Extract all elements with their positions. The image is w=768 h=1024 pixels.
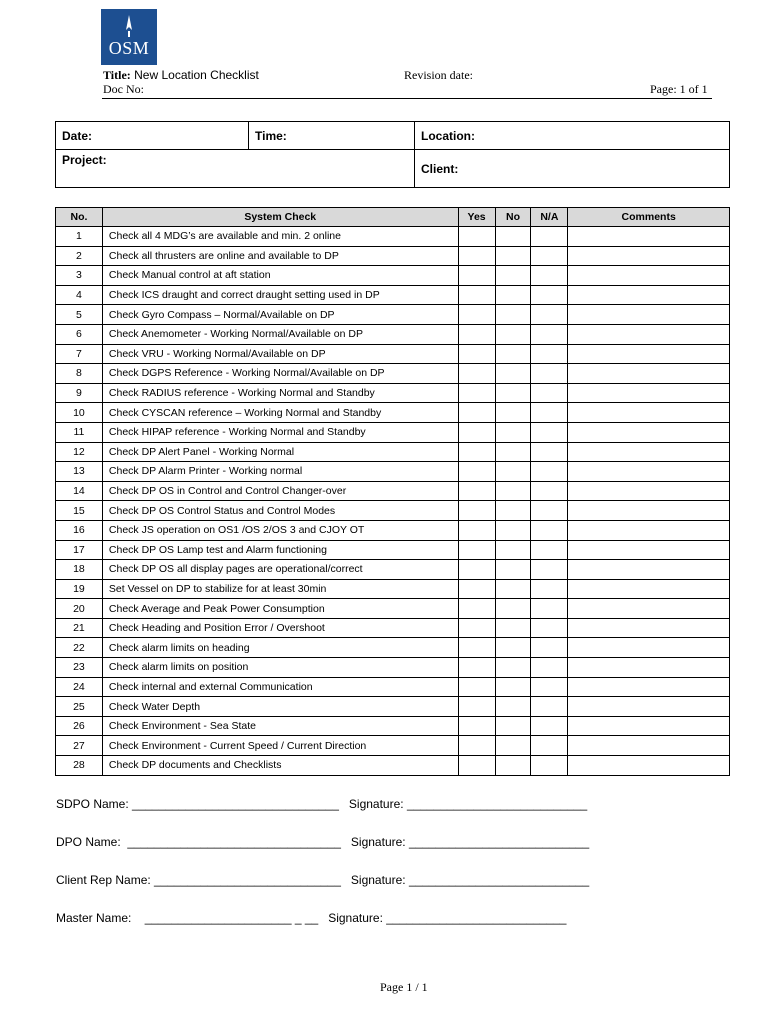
- comments-cell[interactable]: [568, 324, 730, 344]
- row-check-item: Check Water Depth: [102, 697, 458, 717]
- row-number: 20: [56, 599, 103, 619]
- row-check-item: Check Anemometer - Working Normal/Available on DP: [102, 324, 458, 344]
- no-cell[interactable]: [495, 599, 531, 619]
- no-cell[interactable]: [495, 227, 531, 247]
- table-row: [56, 520, 730, 540]
- table-row: [56, 560, 730, 580]
- location-label: Location:: [421, 128, 475, 143]
- row-check-item: Check VRU - Working Normal/Available on DP: [102, 344, 458, 364]
- client-field[interactable]: [415, 150, 730, 188]
- header-no: No.: [56, 208, 103, 227]
- table-row: [56, 501, 730, 521]
- info-table: [55, 121, 730, 188]
- table-row: [56, 442, 730, 462]
- yes-cell[interactable]: [458, 266, 495, 286]
- yes-cell[interactable]: [458, 599, 495, 619]
- no-cell[interactable]: [495, 756, 531, 776]
- na-cell[interactable]: [531, 540, 568, 560]
- row-number: 17: [56, 540, 103, 560]
- project-field[interactable]: [56, 150, 415, 188]
- yes-cell[interactable]: [458, 227, 495, 247]
- row-number: 9: [56, 383, 103, 403]
- table-row: [56, 638, 730, 658]
- table-row: [56, 344, 730, 364]
- na-cell[interactable]: [531, 481, 568, 501]
- na-cell[interactable]: [531, 422, 568, 442]
- yes-cell[interactable]: [458, 442, 495, 462]
- yes-cell[interactable]: [458, 658, 495, 678]
- yes-cell[interactable]: [458, 716, 495, 736]
- table-row: [56, 383, 730, 403]
- row-check-item: Check Manual control at aft station: [102, 266, 458, 286]
- compass-icon: [122, 15, 136, 37]
- client-label: Client:: [421, 161, 459, 176]
- na-cell[interactable]: [531, 462, 568, 482]
- no-cell[interactable]: [495, 638, 531, 658]
- comments-cell[interactable]: [568, 364, 730, 384]
- yes-cell[interactable]: [458, 285, 495, 305]
- doc-no-label: Doc No:: [103, 82, 144, 96]
- na-cell[interactable]: [531, 520, 568, 540]
- table-body: [56, 227, 730, 776]
- master-signature-line[interactable]: Master Name: ______________________ _ __ Signature: ___________________________: [56, 911, 567, 925]
- client-rep-signature-line[interactable]: Client Rep Name: ____________________________ Signature: ___________________________: [56, 873, 590, 887]
- table-row: [56, 285, 730, 305]
- comments-cell[interactable]: [568, 618, 730, 638]
- header-divider: [102, 98, 712, 99]
- row-number: 5: [56, 305, 103, 325]
- na-cell[interactable]: [531, 227, 568, 247]
- row-check-item: Check RADIUS reference - Working Normal and Standby: [102, 383, 458, 403]
- na-cell[interactable]: [531, 324, 568, 344]
- table-row: [56, 540, 730, 560]
- row-number: 6: [56, 324, 103, 344]
- no-cell[interactable]: [495, 579, 531, 599]
- no-cell[interactable]: [495, 364, 531, 384]
- location-field[interactable]: [415, 122, 730, 150]
- yes-cell[interactable]: [458, 520, 495, 540]
- no-cell[interactable]: [495, 266, 531, 286]
- comments-cell[interactable]: [568, 736, 730, 756]
- yes-cell[interactable]: [458, 383, 495, 403]
- row-check-item: Set Vessel on DP to stabilize for at least 30min: [102, 579, 458, 599]
- table-row: [56, 736, 730, 756]
- no-cell[interactable]: [495, 305, 531, 325]
- na-cell[interactable]: [531, 305, 568, 325]
- table-row: [56, 756, 730, 776]
- row-number: 3: [56, 266, 103, 286]
- time-label: Time:: [255, 128, 287, 143]
- yes-cell[interactable]: [458, 422, 495, 442]
- row-check-item: Check alarm limits on heading: [102, 638, 458, 658]
- logo-text: OSM: [108, 38, 150, 58]
- yes-cell[interactable]: [458, 560, 495, 580]
- row-number: 2: [56, 246, 103, 266]
- comments-cell[interactable]: [568, 501, 730, 521]
- comments-cell[interactable]: [568, 579, 730, 599]
- comments-cell[interactable]: [568, 422, 730, 442]
- no-cell[interactable]: [495, 736, 531, 756]
- row-number: 8: [56, 364, 103, 384]
- table-row: [56, 697, 730, 717]
- row-check-item: Check DP Alarm Printer - Working normal: [102, 462, 458, 482]
- no-cell[interactable]: [495, 442, 531, 462]
- comments-cell[interactable]: [568, 716, 730, 736]
- row-number: 4: [56, 285, 103, 305]
- table-row: [56, 403, 730, 423]
- comments-cell[interactable]: [568, 403, 730, 423]
- row-check-item: Check DP documents and Checklists: [102, 756, 458, 776]
- page-footer: Page 1 / 1: [380, 980, 428, 994]
- no-cell[interactable]: [495, 462, 531, 482]
- row-number: 19: [56, 579, 103, 599]
- no-cell[interactable]: [495, 383, 531, 403]
- row-number: 11: [56, 422, 103, 442]
- row-check-item: Check all thrusters are online and available to DP: [102, 246, 458, 266]
- no-cell[interactable]: [495, 422, 531, 442]
- header-na: N/A: [531, 208, 568, 227]
- table-row: [56, 305, 730, 325]
- yes-cell[interactable]: [458, 756, 495, 776]
- no-cell[interactable]: [495, 716, 531, 736]
- row-check-item: Check CYSCAN reference – Working Normal and Standby: [102, 403, 458, 423]
- row-check-item: Check ICS draught and correct draught setting used in DP: [102, 285, 458, 305]
- title-value: New Location Checklist: [134, 68, 259, 82]
- na-cell[interactable]: [531, 579, 568, 599]
- comments-cell[interactable]: [568, 462, 730, 482]
- row-number: 14: [56, 481, 103, 501]
- yes-cell[interactable]: [458, 305, 495, 325]
- row-number: 24: [56, 677, 103, 697]
- comments-cell[interactable]: [568, 638, 730, 658]
- comments-cell[interactable]: [568, 756, 730, 776]
- time-field[interactable]: [249, 122, 415, 150]
- yes-cell[interactable]: [458, 501, 495, 521]
- yes-cell[interactable]: [458, 638, 495, 658]
- row-number: 7: [56, 344, 103, 364]
- row-number: 16: [56, 520, 103, 540]
- row-number: 25: [56, 697, 103, 717]
- comments-cell[interactable]: [568, 658, 730, 678]
- na-cell[interactable]: [531, 344, 568, 364]
- project-label: Project:: [62, 153, 107, 167]
- date-field[interactable]: [56, 122, 249, 150]
- header-comments: Comments: [568, 208, 730, 227]
- no-cell[interactable]: [495, 658, 531, 678]
- row-check-item: Check JS operation on OS1 /OS 2/OS 3 and CJOY OT: [102, 520, 458, 540]
- date-label: Date:: [62, 128, 93, 143]
- no-cell[interactable]: [495, 324, 531, 344]
- na-cell[interactable]: [531, 716, 568, 736]
- no-cell[interactable]: [495, 540, 531, 560]
- no-cell[interactable]: [495, 246, 531, 266]
- no-cell[interactable]: [495, 560, 531, 580]
- system-check-table: [55, 207, 730, 776]
- no-cell[interactable]: [495, 285, 531, 305]
- row-number: 27: [56, 736, 103, 756]
- row-check-item: Check DP Alert Panel - Working Normal: [102, 442, 458, 462]
- row-number: 10: [56, 403, 103, 423]
- comments-cell[interactable]: [568, 697, 730, 717]
- comments-cell[interactable]: [568, 442, 730, 462]
- comments-cell[interactable]: [568, 677, 730, 697]
- na-cell[interactable]: [531, 736, 568, 756]
- row-number: 1: [56, 227, 103, 247]
- comments-cell[interactable]: [568, 481, 730, 501]
- header-yes: Yes: [458, 208, 495, 227]
- yes-cell[interactable]: [458, 618, 495, 638]
- row-check-item: Check HIPAP reference - Working Normal and Standby: [102, 422, 458, 442]
- comments-cell[interactable]: [568, 227, 730, 247]
- comments-cell[interactable]: [568, 560, 730, 580]
- na-cell[interactable]: [531, 756, 568, 776]
- document-title: [103, 68, 259, 83]
- yes-cell[interactable]: [458, 403, 495, 423]
- table-row: [56, 246, 730, 266]
- revision-date-label: Revision date:: [404, 68, 473, 82]
- yes-cell[interactable]: [458, 540, 495, 560]
- row-number: 21: [56, 618, 103, 638]
- row-check-item: Check DP OS all display pages are operational/correct: [102, 560, 458, 580]
- yes-cell[interactable]: [458, 481, 495, 501]
- row-number: 15: [56, 501, 103, 521]
- row-check-item: Check Environment - Current Speed / Current Direction: [102, 736, 458, 756]
- comments-cell[interactable]: [568, 599, 730, 619]
- na-cell[interactable]: [531, 618, 568, 638]
- dpo-signature-line[interactable]: DPO Name: ________________________________ Signature: ___________________________: [56, 835, 590, 849]
- na-cell[interactable]: [531, 246, 568, 266]
- table-row: [56, 227, 730, 247]
- no-cell[interactable]: [495, 501, 531, 521]
- comments-cell[interactable]: [568, 383, 730, 403]
- yes-cell[interactable]: [458, 364, 495, 384]
- row-check-item: Check internal and external Communication: [102, 677, 458, 697]
- na-cell[interactable]: [531, 266, 568, 286]
- row-check-item: Check alarm limits on position: [102, 658, 458, 678]
- table-row: [56, 364, 730, 384]
- na-cell[interactable]: [531, 599, 568, 619]
- yes-cell[interactable]: [458, 462, 495, 482]
- row-check-item: Check DP OS Control Status and Control Modes: [102, 501, 458, 521]
- na-cell[interactable]: [531, 442, 568, 462]
- table-row: [56, 324, 730, 344]
- table-row: [56, 266, 730, 286]
- table-row: [56, 599, 730, 619]
- no-cell[interactable]: [495, 677, 531, 697]
- row-number: 22: [56, 638, 103, 658]
- table-row: [56, 462, 730, 482]
- na-cell[interactable]: [531, 677, 568, 697]
- comments-cell[interactable]: [568, 246, 730, 266]
- page-of-label: Page: 1 of 1: [650, 82, 708, 96]
- table-row: [56, 618, 730, 638]
- title-label: Title:: [103, 68, 131, 82]
- na-cell[interactable]: [531, 403, 568, 423]
- no-cell[interactable]: [495, 618, 531, 638]
- yes-cell[interactable]: [458, 697, 495, 717]
- na-cell[interactable]: [531, 638, 568, 658]
- row-check-item: Check Gyro Compass – Normal/Available on DP: [102, 305, 458, 325]
- na-cell[interactable]: [531, 697, 568, 717]
- row-check-item: Check DP OS in Control and Control Changer-over: [102, 481, 458, 501]
- table-row: [56, 677, 730, 697]
- yes-cell[interactable]: [458, 246, 495, 266]
- table-row: [56, 579, 730, 599]
- row-check-item: Check all 4 MDG’s are available and min. 2 online: [102, 227, 458, 247]
- row-number: 28: [56, 756, 103, 776]
- row-number: 18: [56, 560, 103, 580]
- comments-cell[interactable]: [568, 520, 730, 540]
- osm-logo: [101, 9, 157, 65]
- yes-cell[interactable]: [458, 344, 495, 364]
- yes-cell[interactable]: [458, 579, 495, 599]
- row-number: 13: [56, 462, 103, 482]
- sdpo-signature-line[interactable]: SDPO Name: _______________________________ Signature: ___________________________: [56, 797, 588, 811]
- na-cell[interactable]: [531, 383, 568, 403]
- table-row: [56, 481, 730, 501]
- table-row: [56, 658, 730, 678]
- row-number: 26: [56, 716, 103, 736]
- row-check-item: Check Heading and Position Error / Overshoot: [102, 618, 458, 638]
- no-cell[interactable]: [495, 697, 531, 717]
- na-cell[interactable]: [531, 364, 568, 384]
- yes-cell[interactable]: [458, 677, 495, 697]
- no-cell[interactable]: [495, 520, 531, 540]
- row-check-item: Check DP OS Lamp test and Alarm functioning: [102, 540, 458, 560]
- na-cell[interactable]: [531, 560, 568, 580]
- yes-cell[interactable]: [458, 736, 495, 756]
- no-cell[interactable]: [495, 481, 531, 501]
- row-check-item: Check DGPS Reference - Working Normal/Available on DP: [102, 364, 458, 384]
- na-cell[interactable]: [531, 658, 568, 678]
- comments-cell[interactable]: [568, 344, 730, 364]
- no-cell[interactable]: [495, 403, 531, 423]
- na-cell[interactable]: [531, 285, 568, 305]
- table-row: [56, 716, 730, 736]
- table-row: [56, 422, 730, 442]
- no-cell[interactable]: [495, 344, 531, 364]
- table-header-row: [56, 208, 730, 227]
- row-check-item: Check Average and Peak Power Consumption: [102, 599, 458, 619]
- comments-cell[interactable]: [568, 305, 730, 325]
- header-no-answer: No: [495, 208, 531, 227]
- row-check-item: Check Environment - Sea State: [102, 716, 458, 736]
- na-cell[interactable]: [531, 501, 568, 521]
- header-system-check: System Check: [102, 208, 458, 227]
- row-number: 12: [56, 442, 103, 462]
- comments-cell[interactable]: [568, 266, 730, 286]
- comments-cell[interactable]: [568, 285, 730, 305]
- comments-cell[interactable]: [568, 540, 730, 560]
- row-number: 23: [56, 658, 103, 678]
- yes-cell[interactable]: [458, 324, 495, 344]
